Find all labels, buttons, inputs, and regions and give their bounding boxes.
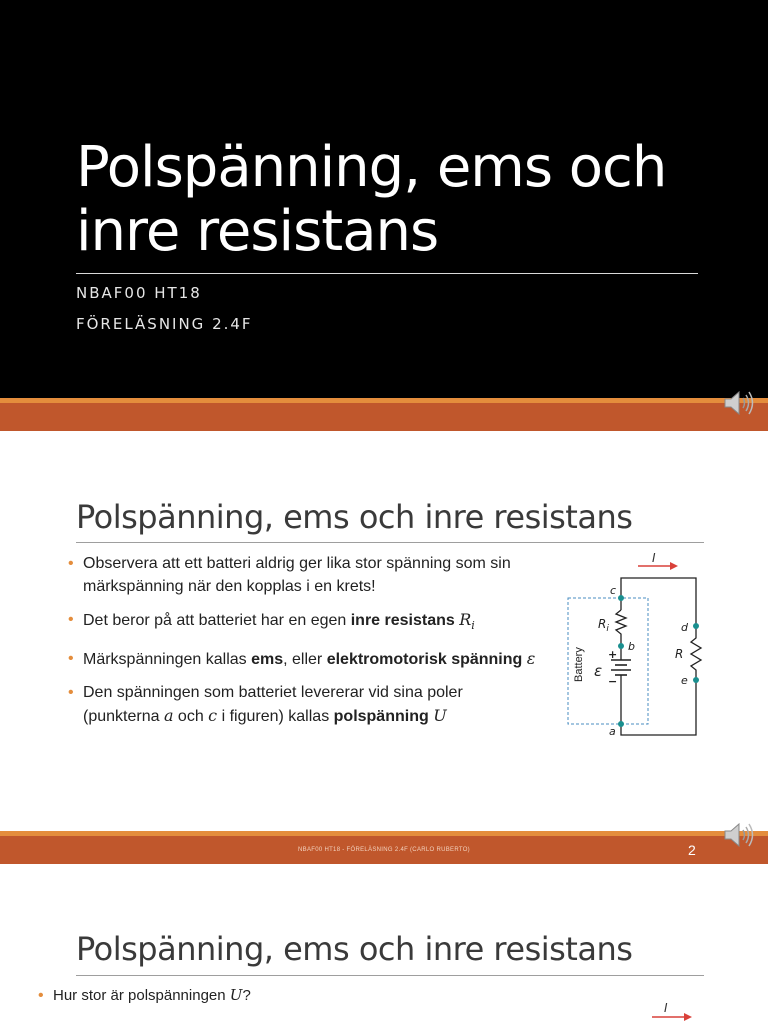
speaker-icon[interactable] [722,820,754,850]
current-label: I [664,1001,668,1015]
bullet-text: Observera att ett batteri aldrig ger lika stor spänning som sin märkspänning när den kopplas i en krets! [83,555,511,595]
speaker-icon[interactable] [722,388,754,418]
math-epsilon: ε [526,649,536,669]
label-a: a [609,725,616,738]
slide-3-title: Polspänning, ems och inre resistans [76,930,633,968]
title-slide-heading [76,136,716,264]
slide-2-title-divider [76,542,704,543]
slide-2-page-number: 2 [688,842,696,858]
title-slide-footer-band [0,403,768,431]
slide-2-title: Polspänning, ems och inre resistans [76,498,633,536]
bullet-text: och [173,708,209,726]
math-c: c [208,706,218,726]
label-c: c [610,584,617,597]
slide-2-bullet-list [68,552,538,738]
current-arrow-head [670,562,678,570]
title-line-2: inre resistans [76,199,439,264]
resistor-Ri [616,610,626,646]
bullet-text: Den spänningen som batteriet levererar vid sina poler (punkterna [83,684,463,726]
node-d [693,623,699,629]
label-d: d [681,621,688,634]
label-b: b [628,640,635,653]
bullet-bold-term: elektromotorisk spänning [326,651,523,669]
slide-3-current-arrow [648,1000,708,1024]
label-R: R [675,647,684,661]
bullet-bold-term: polspänning [333,708,429,726]
slide-3-title-divider [76,975,704,976]
bullet-item [68,608,538,637]
node-a [618,721,624,727]
wire-bottom [621,680,696,735]
label-battery: Battery [573,647,585,682]
label-minus: − [608,675,618,688]
node-c [618,595,624,601]
course-code: NBAF00 HT18 [76,284,202,302]
title-line-1: Polspänning, ems och [76,135,667,200]
circuit-diagram [560,546,710,746]
bullet-text: Det beror på att batteriet har en egen [83,612,351,629]
bullet-item [68,681,538,728]
label-e: e [681,674,688,687]
label-epsilon: ε [594,662,603,680]
math-a: a [163,706,174,726]
slide-2-footer-text: NBAF00 HT18 - FÖRELÄSNING 2.4F (CARLO RUBERTO) [298,847,470,853]
bullet-item [68,647,538,671]
node-e [693,677,699,683]
node-b [618,643,624,649]
bullet-text: , eller [283,651,327,669]
bullet-text: Hur stor är polspänningen [53,987,230,1004]
math-Ri: $R_i$ [459,610,475,633]
bullet-item [68,552,538,598]
label-plus: + [608,648,618,661]
slide-3-bullet-list [38,984,458,1017]
current-label: I [652,551,656,565]
label-Ri: $R_i$ [598,617,609,634]
bullet-text: Märkspänningen kallas [83,651,252,669]
wire-top [621,578,696,626]
bullet-bold-term: inre resistans [350,612,455,629]
resistor-R [691,626,701,680]
title-divider [76,273,698,274]
bullet-bold-term: ems [251,651,284,669]
lecture-number: FÖRELÄSNING 2.4F [76,315,253,333]
bullet-item: • Hur stor är polspänningen U? [38,984,458,1007]
math-U: U [229,986,243,1004]
bullet-text: i figuren) kallas [217,708,334,726]
math-U: U [433,706,447,726]
